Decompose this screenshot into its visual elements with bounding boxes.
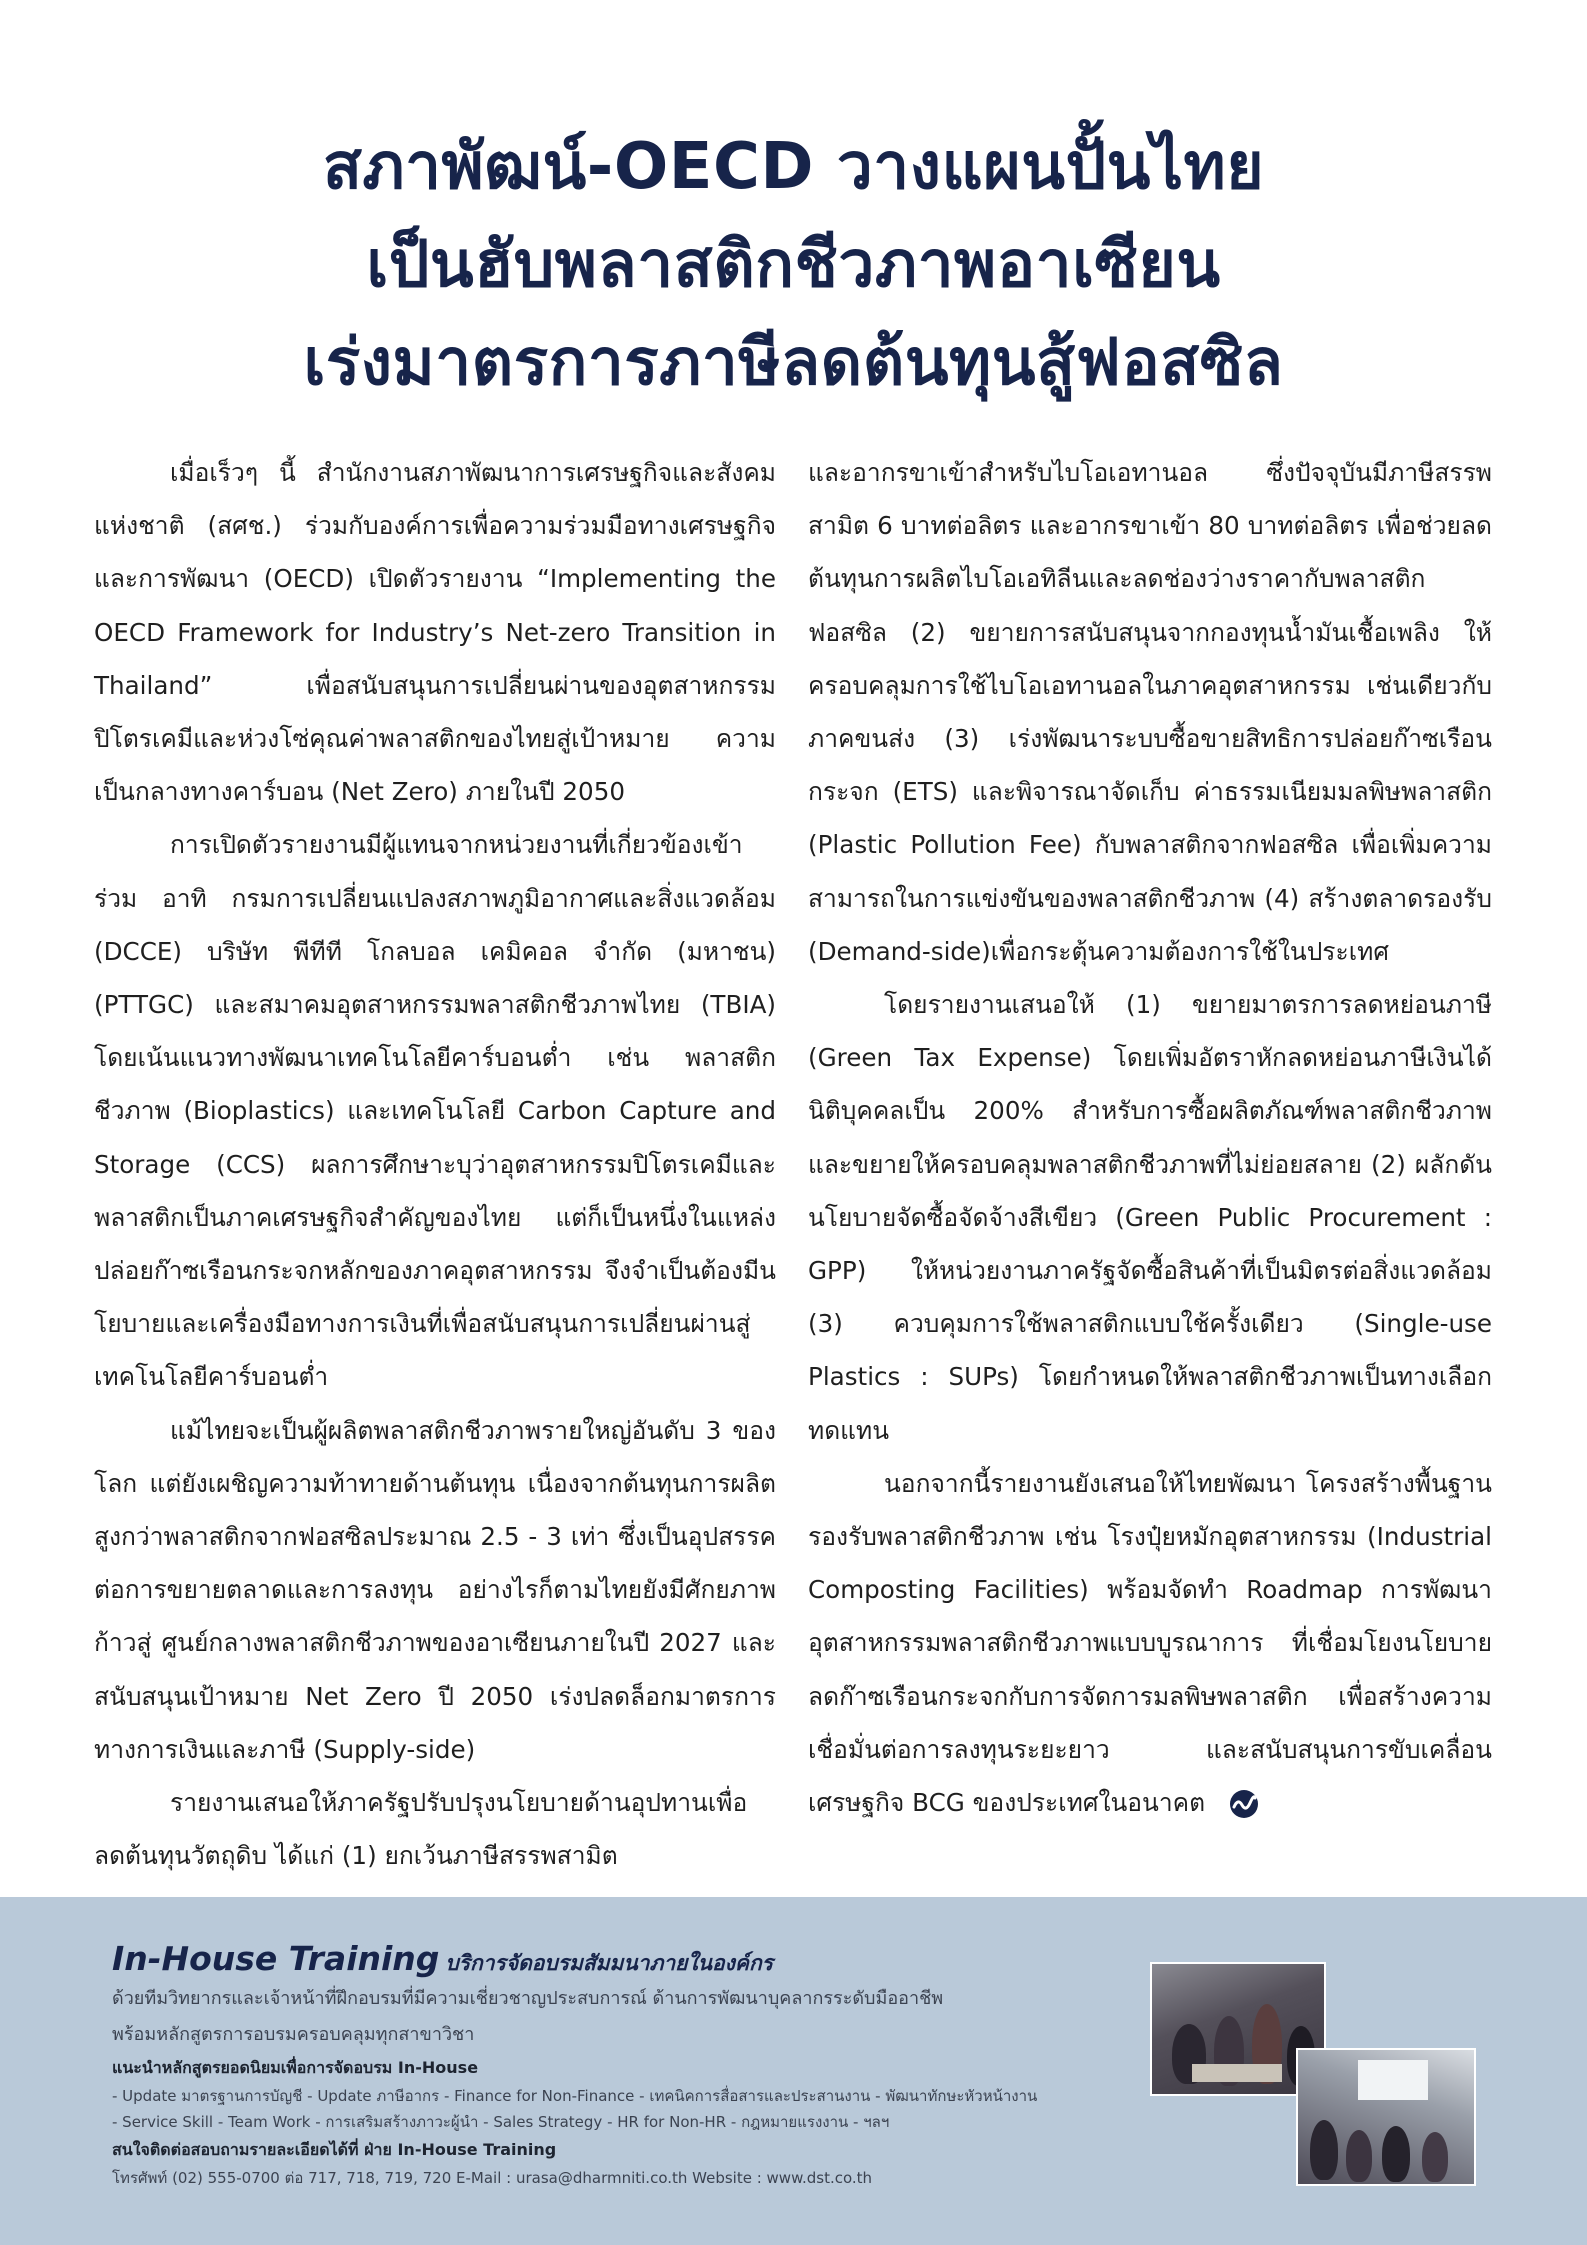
paragraph-6-wrap xyxy=(808,1457,1492,1829)
footer-description-1: ด้วยทีมวิทยากรและเจ้าหน้าที่ฝึกอบรมที่มีความเชี่ยวชาญประสบการณ์ ด้านการพัฒนาบุคลากรระดับมืออาชีพ xyxy=(112,1988,944,2009)
article-title xyxy=(0,118,1587,412)
footer-recommend-heading: แนะนำหลักสูตรยอดนิยมเพื่อการจัดอบรม In-House xyxy=(112,2058,479,2077)
title-line-2: เป็นฮับพลาสติกชีวภาพอาเซียน xyxy=(366,228,1221,302)
footer-banner xyxy=(0,1897,1587,2245)
training-photo-2 xyxy=(1296,2048,1476,2186)
paragraph-3: แม้ไทยจะเป็นผู้ผลิตพลาสติกชีวภาพรายใหญ่อันดับ 3 ของโลก แต่ยังเผชิญความท้าทายด้านต้นทุน เนื่องจากต้นทุนการผลิตสูงกว่าพลาสติกจากฟอสซิลประมาณ 2.5 - 3 เท่า ซึ่งเป็นอุปสรรคต่อการขยายตลาดและการลงทุน อย่างไรก็ตามไทยยังมีศักยภาพก้าวสู่ ศูนย์กลางพลาสติกชีวภาพของอาเซียนภายในปี 2027 และสนับสนุนเป้าหมาย Net Zero ปี 2050 เร่งปลดล็อกมาตรการทางการเงินและภาษี (Supply-side) xyxy=(94,1415,776,1764)
footer-contact: โทรศัพท์ (02) 555-0700 ต่อ 717, 718, 719, 720 E-Mail : urasa@dharmniti.co.th Website : www.dst.co.th xyxy=(112,2169,873,2187)
paragraph-5: โดยรายงานเสนอให้ (1) ขยายมาตรการลดหย่อนภาษี (Green Tax Expense) โดยเพิ่มอัตราหักลดหย่อนภาษีเงินได้นิติบุคคลเป็น 200% สำหรับการซื้อผลิตภัณฑ์พลาสติกชีวภาพ และขยายให้ครอบคลุมพลาสติกชีวภาพที่ไม่ย่อยสลาย (2) ผลักดันนโยบายจัดซื้อจัดจ้างสีเขียว (Green Public Procurement : GPP) ให้หน่วยงานภาครัฐจัดซื้อสินค้าที่เป็นมิตรต่อสิ่งแวดล้อม (3) ควบคุมการใช้พลาสติกแบบใช้ครั้งเดียว (Single-use Plastics : SUPs) โดยกำหนดให้พลาสติกชีวภาพเป็นทางเลือกทดแทน xyxy=(808,990,1492,1445)
footer-brand-line xyxy=(112,1937,1172,1981)
footer-brand-subtitle: บริการจัดอบรมสัมมนาภายในองค์กร xyxy=(445,1951,773,1975)
footer-description-2: พร้อมหลักสูตรการอบรมครอบคลุมทุกสาขาวิชา xyxy=(112,2024,475,2045)
paragraph-6: นอกจากนี้รายงานยังเสนอให้ไทยพัฒนา โครงสร้างพื้นฐานรองรับพลาสติกชีวภาพ เช่น โรงปุ๋ยหมักอุตสาหกรรม (Industrial Composting Facilities) พร้อมจัดทำ Roadmap การพัฒนาอุตสาหกรรมพลาสติกชีวภาพแบบบูรณาการ ที่เชื่อมโยงนโยบายลดก๊าซเรือนกระจกกับการจัดการมลพิษพลาสติก เพื่อสร้างความเชื่อมั่นต่อการลงทุนระยะยาว และสนับสนุนการขับเคลื่อนเศรษฐกิจ BCG ของประเทศในอนาคต xyxy=(808,1468,1492,1818)
paragraph-1: เมื่อเร็วๆ นี้ สำนักงานสภาพัฒนาการเศรษฐกิจและสังคมแห่งชาติ (สศช.) ร่วมกับองค์การเพื่อความร่วมมือทางเศรษฐกิจและการพัฒนา (OECD) เปิดตัวรายงาน “Implementing the OECD Framework for Industry’s Net-zero Transition in Thailand” เพื่อสนับสนุนการเปลี่ยนผ่านของอุตสาหกรรมปิโตรเคมีและห่วงโซ่คุณค่าพลาสติกของไทยสู่เป้าหมาย ความเป็นกลางทางคาร์บอน (Net Zero) ภายในปี 2050 xyxy=(94,458,776,807)
footer-courses-1: - Update มาตรฐานการบัญชี - Update ภาษีอากร - Finance for Non-Finance - เทคนิคการสื่อสารและประสานงาน - พัฒนาทักษะหัวหน้างาน xyxy=(112,2087,1038,2105)
paragraph-2: การเปิดตัวรายงานมีผู้แทนจากหน่วยงานที่เกี่ยวข้องเข้าร่วม อาทิ กรมการเปลี่ยนแปลงสภาพภูมิอากาศและสิ่งแวดล้อม (DCCE) บริษัท พีทีที โกลบอล เคมิคอล จำกัด (มหาชน) (PTTGC) และสมาคมอุตสาหกรรมพลาสติกชีวภาพไทย (TBIA) โดยเน้นแนวทางพัฒนาเทคโนโลยีคาร์บอนต่ำ เช่น พลาสติกชีวภาพ (Bioplastics) และเทคโนโลยี Carbon Capture and Storage (CCS) ผลการศึกษาะบุว่าอุตสาหกรรมปิโตรเคมีและพลาสติกเป็นภาคเศรษฐกิจสำคัญของไทย แต่ก็เป็นหนึ่งในแหล่งปล่อยก๊าซเรือนกระจกหลักของภาคอุตสาหกรรม จึงจำเป็นต้องมีนโยบายและเครื่องมือทางการเงินที่เพื่อสนับสนุนการเปลี่ยนผ่านสู่เทคโนโลยีคาร์บอนต่ำ xyxy=(94,830,776,1392)
article-column-right xyxy=(808,446,1492,1829)
title-line-3: เร่งมาตรการภาษีลดต้นทุนสู้ฟอสซิล xyxy=(303,326,1284,400)
footer-courses-2: - Service Skill - Team Work - การเสริมสร้างภาวะผู้นำ - Sales Strategy - HR for Non-HR - กฎหมายแรงงาน - ฯลฯ xyxy=(112,2113,890,2131)
footer-brand: In-House Training xyxy=(112,1939,440,1978)
paragraph-4: รายงานเสนอให้ภาครัฐปรับปรุงนโยบายด้านอุปทานเพื่อลดต้นทุนวัตถุดิบ ได้แก่ (1) ยกเว้นภาษีสรรพสามิต xyxy=(94,1788,748,1871)
article-column-left xyxy=(94,446,776,1882)
footer-text xyxy=(112,1937,1172,2191)
title-line-1: สภาพัฒน์-OECD วางแผนปั้นไทย xyxy=(322,130,1265,204)
wave-logo-icon xyxy=(1229,1789,1259,1819)
footer-contact-heading: สนใจติดต่อสอบถามรายละเอียดได้ที่ ฝ่าย In-House Training xyxy=(112,2140,557,2159)
paragraph-4-continued: และอากรขาเข้าสำหรับไบโอเอทานอล ซึ่งปัจจุบันมีภาษีสรรพสามิต 6 บาทต่อลิตร และอากรขาเข้า 80 บาทต่อลิตร เพื่อช่วยลดต้นทุนการผลิตไบโอเอทิลีนและลดช่องว่างราคากับพลาสติกฟอสซิล (2) ขยายการสนับสนุนจากกองทุนน้ำมันเชื้อเพลิง ให้ครอบคลุมการใช้ไบโอเอทานอลในภาคอุตสาหกรรม เช่นเดียวกับภาคขนส่ง (3) เร่งพัฒนาระบบซื้อขายสิทธิการปล่อยก๊าซเรือนกระจก (ETS) และพิจารณาจัดเก็บ ค่าธรรมเนียมมลพิษพลาสติก (Plastic Pollution Fee) กับพลาสติกจากฟอสซิล เพื่อเพิ่มความสามารถในการแข่งขันของพลาสติกชีวภาพ (4) สร้างตลาดรองรับ (Demand-side)เพื่อกระตุ้นความต้องการใช้ในประเทศ xyxy=(808,458,1492,966)
